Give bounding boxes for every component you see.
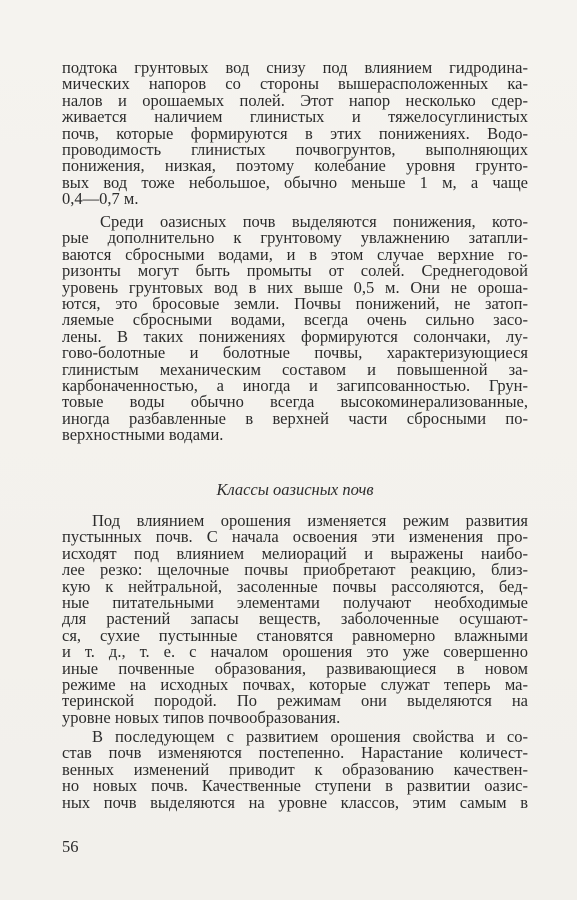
- text-line: ваются сбросными водами, и в этом случае верхние го-: [62, 244, 528, 264]
- text-line: понижения, низкая, поэтому колебание уровня грунто-: [62, 156, 528, 176]
- text-line: уровне новых типов почвообразования.: [62, 707, 341, 727]
- text-line: товые воды обычно всегда высокоминерализованные,: [62, 392, 528, 412]
- text-line: подтока грунтовых вод снизу под влиянием гидродина-: [62, 58, 528, 77]
- text-line: иные почвенные образования, развивающиеся в новом: [62, 658, 528, 678]
- text-line: исходят под влиянием мелиораций и выражены наибо-: [62, 543, 528, 563]
- paragraph: [62, 60, 528, 208]
- text-line: вых вод тоже небольшое, обычно меньше 1 м, а чаще: [62, 172, 528, 192]
- text-line: уровень грунтовых вод в них выше 0,5 м. Они не ороша-: [62, 277, 528, 297]
- text-line: пустынных почв. С начала освоения эти изменения про-: [62, 527, 528, 547]
- text-line: Среди оазисных почв выделяются понижения, кото-: [100, 212, 528, 231]
- text-line: ные питательными элементами получают необходимые: [62, 592, 528, 612]
- text-line: верхностными водами.: [62, 425, 224, 445]
- text-line: режиме на исходных почвах, которые служат теперь ма-: [62, 674, 528, 694]
- page-number: 56: [62, 837, 79, 856]
- text-line: почв, которые формируются в этих понижениях. Водо-: [62, 123, 528, 143]
- text-line: проводимость глинистых почвогрунтов, выполняющих: [62, 139, 528, 159]
- text-line: став почв изменяются постепенно. Нарастание количест-: [62, 743, 528, 763]
- text-line: Под влиянием орошения изменяется режим развития: [92, 511, 528, 530]
- paragraph: [62, 513, 528, 726]
- paragraph: [62, 729, 528, 811]
- text-line: налов и орошаемых полей. Этот напор несколько сдер-: [62, 90, 528, 110]
- text-line: карбоначенностью, а иногда и загипсованностью. Грун-: [62, 375, 528, 395]
- text-line: мических напоров со стороны вышерасположенных ка-: [62, 74, 528, 94]
- text-line: ных почв выделяются на уровне классов, этим самым в: [62, 792, 528, 812]
- section-heading: Классы оазисных почв: [216, 480, 374, 499]
- text-line: живается наличием глинистых и тяжелосуглинистых: [62, 107, 528, 127]
- text-line: ются, это бросовые земли. Почвы понижений, не затоп-: [62, 293, 528, 313]
- text-line: венных изменений приводит к образованию качествен-: [62, 759, 528, 779]
- text-line: 0,4—0,7 м.: [62, 189, 139, 209]
- text-line: для растений запасы веществ, заболоченные осушают-: [62, 609, 528, 629]
- text-line: лены. В таких понижениях формируются солончаки, лу-: [62, 326, 528, 346]
- paragraph: [62, 214, 528, 443]
- text-line: и т. д., т. е. с началом орошения это уже совершенно: [62, 642, 528, 662]
- text-line: кую к нейтральной, засоленные почвы рассоляются, бед-: [62, 576, 528, 596]
- text-line: ризонты могут быть промыты от солей. Среднегодовой: [62, 261, 528, 281]
- text-line: теринской породой. По режимам они выделяются на: [62, 691, 528, 711]
- text-line: лее резко: щелочные почвы приобретают реакцию, близ-: [62, 560, 528, 580]
- text-line: но новых почв. Качественные ступени в развитии оазис-: [62, 776, 528, 796]
- text-line: рые дополнительно к грунтовому увлажнению затапли-: [62, 228, 528, 248]
- text-line: ляемые сбросными водами, всегда очень сильно засо-: [62, 310, 528, 330]
- text-line: гово-болотные и болотные почвы, характеризующиеся: [62, 343, 528, 363]
- text-line: В последующем с развитием орошения свойства и со-: [92, 727, 528, 746]
- text-line: ся, сухие пустынные становятся равномерно влажными: [62, 625, 528, 645]
- text-line: иногда разбавленные в верхней части сбросными по-: [62, 408, 528, 428]
- text-line: глинистым механическим составом и повышенной за-: [62, 359, 528, 379]
